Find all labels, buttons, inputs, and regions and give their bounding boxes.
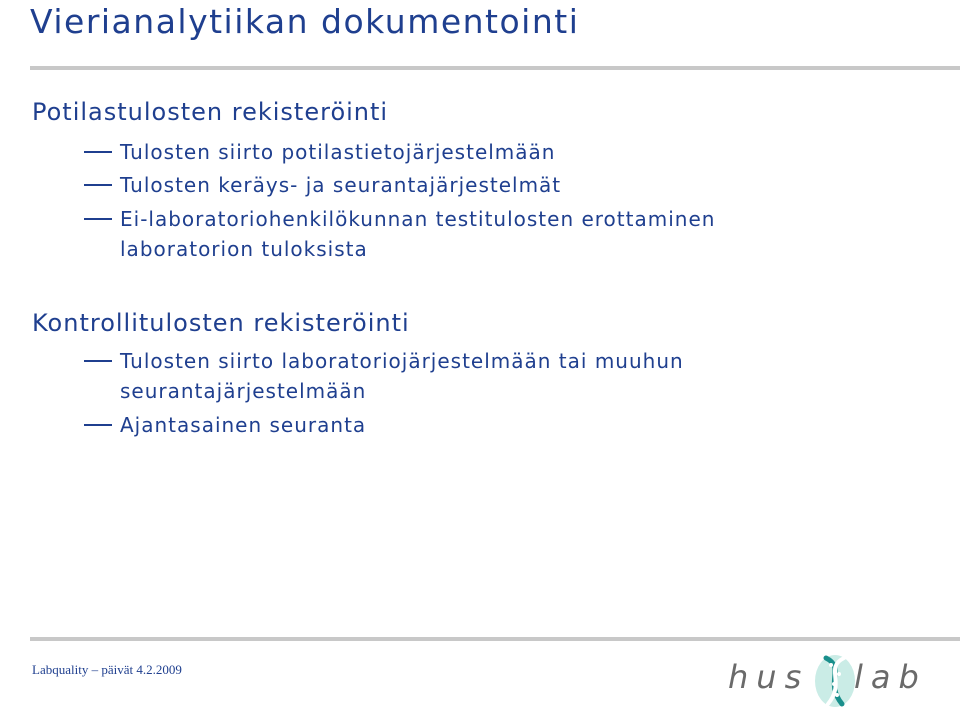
logo-left-text: hus (728, 658, 810, 696)
bullet-item (84, 137, 944, 167)
dash-bullet-icon (84, 218, 112, 220)
footer-text: Labquality – päivät 4.2.2009 (32, 662, 182, 677)
dash-bullet-icon (84, 424, 112, 426)
bullet-item (84, 204, 804, 264)
bullet-item (84, 346, 784, 406)
dash-bullet-icon (84, 151, 112, 153)
section-heading-control-results: Kontrollitulosten rekisteröinti (32, 309, 410, 337)
bullet-text: Ajantasainen seuranta (120, 413, 367, 437)
dna-helix-icon (812, 654, 858, 709)
bullet-text: Tulosten siirto laboratoriojärjestelmään tai muuhun seurantajärjestelmään (120, 349, 684, 403)
huslab-logo (728, 654, 927, 709)
footer-divider (30, 637, 960, 641)
bullet-text: Tulosten keräys- ja seurantajärjestelmät (120, 173, 562, 197)
logo-right-text: lab (854, 658, 927, 696)
dash-bullet-icon (84, 184, 112, 186)
bullet-text: Ei-laboratoriohenkilökunnan testitulosten erottaminen laboratorion tuloksista (120, 207, 716, 261)
bullet-text: Tulosten siirto potilastietojärjestelmään (120, 140, 556, 164)
section-heading-patient-results: Potilastulosten rekisteröinti (32, 98, 389, 126)
dash-bullet-icon (84, 360, 112, 362)
bullet-item (84, 410, 944, 440)
slide-title: Vierianalytiikan dokumentointi (30, 2, 580, 41)
bullet-item (84, 170, 944, 200)
title-divider (30, 66, 960, 70)
